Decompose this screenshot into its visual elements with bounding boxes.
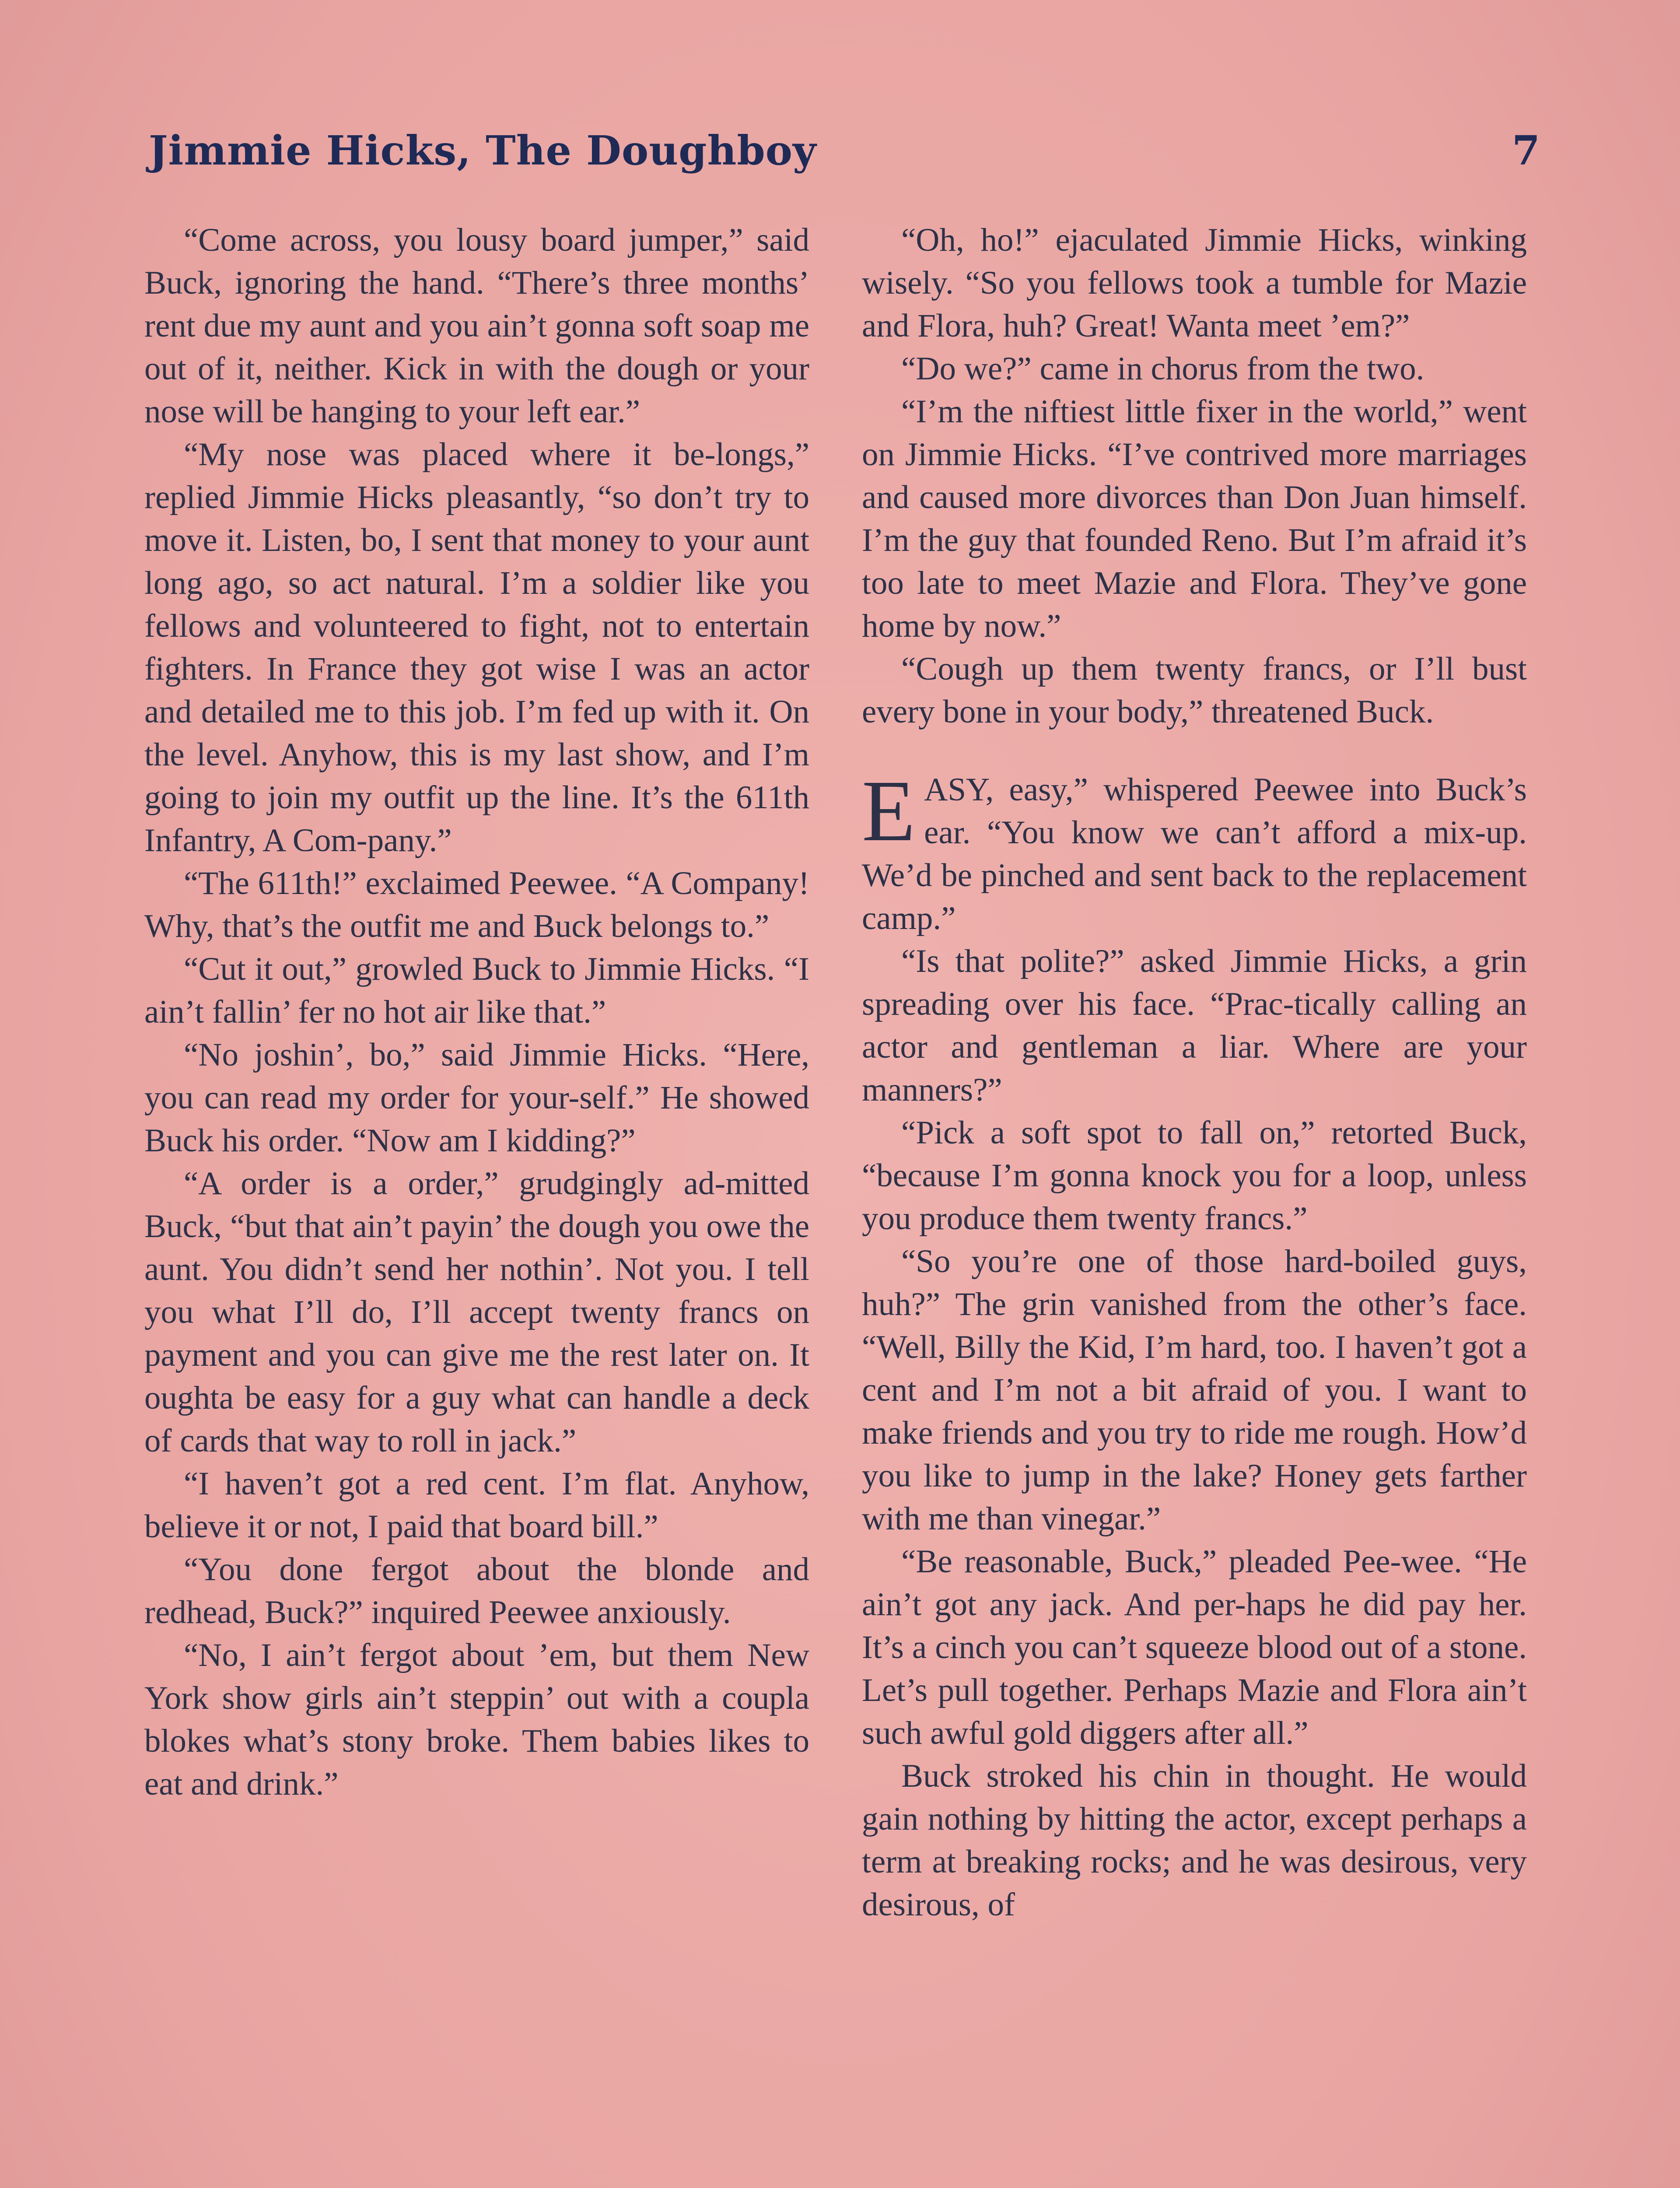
paragraph: “So you’re one of those hard-boiled guys, huh?” The grin vanished from the other’s face. “Well, Billy the Kid, I’m hard, too. I haven’t got a cent and I’m not a bit afraid of you. I want to make friends and you try to ride me rough. How’d you like to jump in the lake? Honey gets farther with me than vinegar.” [862,1243,1527,1537]
paragraph: “Is that polite?” asked Jimmie Hicks, a grin spreading over his face. “Prac-tically calling an actor and gentleman a liar. Where are your manners?” [862,943,1527,1108]
right-column [862,219,1527,1926]
paragraph: “My nose was placed where it be-longs,” replied Jimmie Hicks pleasantly, “so don’t try to move it. Listen, bo, I sent that money to your aunt long ago, so act natural. I’m a soldier like you fellows and volunteered to fight, not to entertain fighters. In France they got wise I was an actor and detailed me to this job. I’m fed up with it. On the level. Anyhow, this is my last show, and I’m going to join my outfit up the line. It’s the 611th Infantry, A Com-pany.” [144,436,809,859]
section-break [862,733,1527,768]
paragraph: “I’m the niftiest little fixer in the world,” went on Jimmie Hicks. “I’ve contrived more marriages and caused more divorces than Don Juan himself. I’m the guy that founded Reno. But I’m afraid it’s too late to meet Mazie and Flora. They’ve gone home by now.” [862,393,1527,644]
paragraph: “Be reasonable, Buck,” pleaded Pee-wee. “He ain’t got any jack. And per-haps he did pay her. It’s a cinch you can’t squeeze blood out of a stone. Let’s pull together. Perhaps Mazie and Flora ain’t such awful gold diggers after all.” [862,1543,1527,1751]
paragraph: “You done fergot about the blonde and redhead, Buck?” inquired Peewee anxiously. [144,1551,809,1630]
paragraph: “No joshin’, bo,” said Jimmie Hicks. “Here, you can read my order for your-self.” He showed Buck his order. “Now am I kidding?” [144,1037,809,1159]
page-number: 7 [1512,127,1540,174]
paragraph: “Pick a soft spot to fall on,” retorted Buck, “because I’m gonna knock you for a loop, unless you produce them twenty francs.” [862,1115,1527,1237]
dropcap-paragraph [862,763,1527,940]
left-column [144,219,809,1806]
running-title: Jimmie Hicks, The Doughboy [149,127,817,174]
paragraph: “Cut it out,” growled Buck to Jimmie Hicks. “I ain’t fallin’ fer no hot air like that.” [144,951,809,1030]
running-header [149,127,1540,193]
dropcap-paragraph-text: ASY, easy,” whispered Peewee into Buck’s ear. “You know we can’t afford a mix-up. We’d be pinched and sent back to the replacement camp.” [862,771,1527,936]
paragraph: “No, I ain’t fergot about ’em, but them New York show girls ain’t steppin’ out with a coupla blokes what’s stony broke. Them babies likes to eat and drink.” [144,1637,809,1802]
paragraph: “Cough up them twenty francs, or I’ll bust every bone in your body,” threatened Buck. [862,651,1527,730]
paragraph: “Do we?” came in chorus from the two. [901,351,1424,387]
paragraph: “Oh, ho!” ejaculated Jimmie Hicks, winking wisely. “So you fellows took a tumble for Mazie and Flora, huh? Great! Wanta meet ’em?” [862,222,1527,344]
paragraph: “I haven’t got a red cent. I’m flat. Anyhow, believe it or not, I paid that board bill.” [144,1466,809,1545]
paragraph: “Come across, you lousy board jumper,” said Buck, ignoring the hand. “There’s three months’ rent due my aunt and you ain’t gonna soft soap me out of it, neither. Kick in with the dough or your nose will be hanging to your left ear.” [144,222,809,430]
paragraph: “A order is a order,” grudgingly ad-mitted Buck, “but that ain’t payin’ the dough you owe the aunt. You didn’t send her nothin’. Not you. I tell you what I’ll do, I’ll accept twenty francs on payment and you can give me the rest later on. It oughta be easy for a guy what can handle a deck of cards that way to roll in jack.” [144,1165,809,1459]
paragraph: “The 611th!” exclaimed Peewee. “A Company! Why, that’s the outfit me and Buck belongs to.” [144,865,809,944]
paragraph: Buck stroked his chin in thought. He would gain nothing by hitting the actor, except perhaps a term at breaking rocks; and he was desirous, very desirous, of [862,1758,1527,1923]
drop-cap: E [862,763,916,859]
